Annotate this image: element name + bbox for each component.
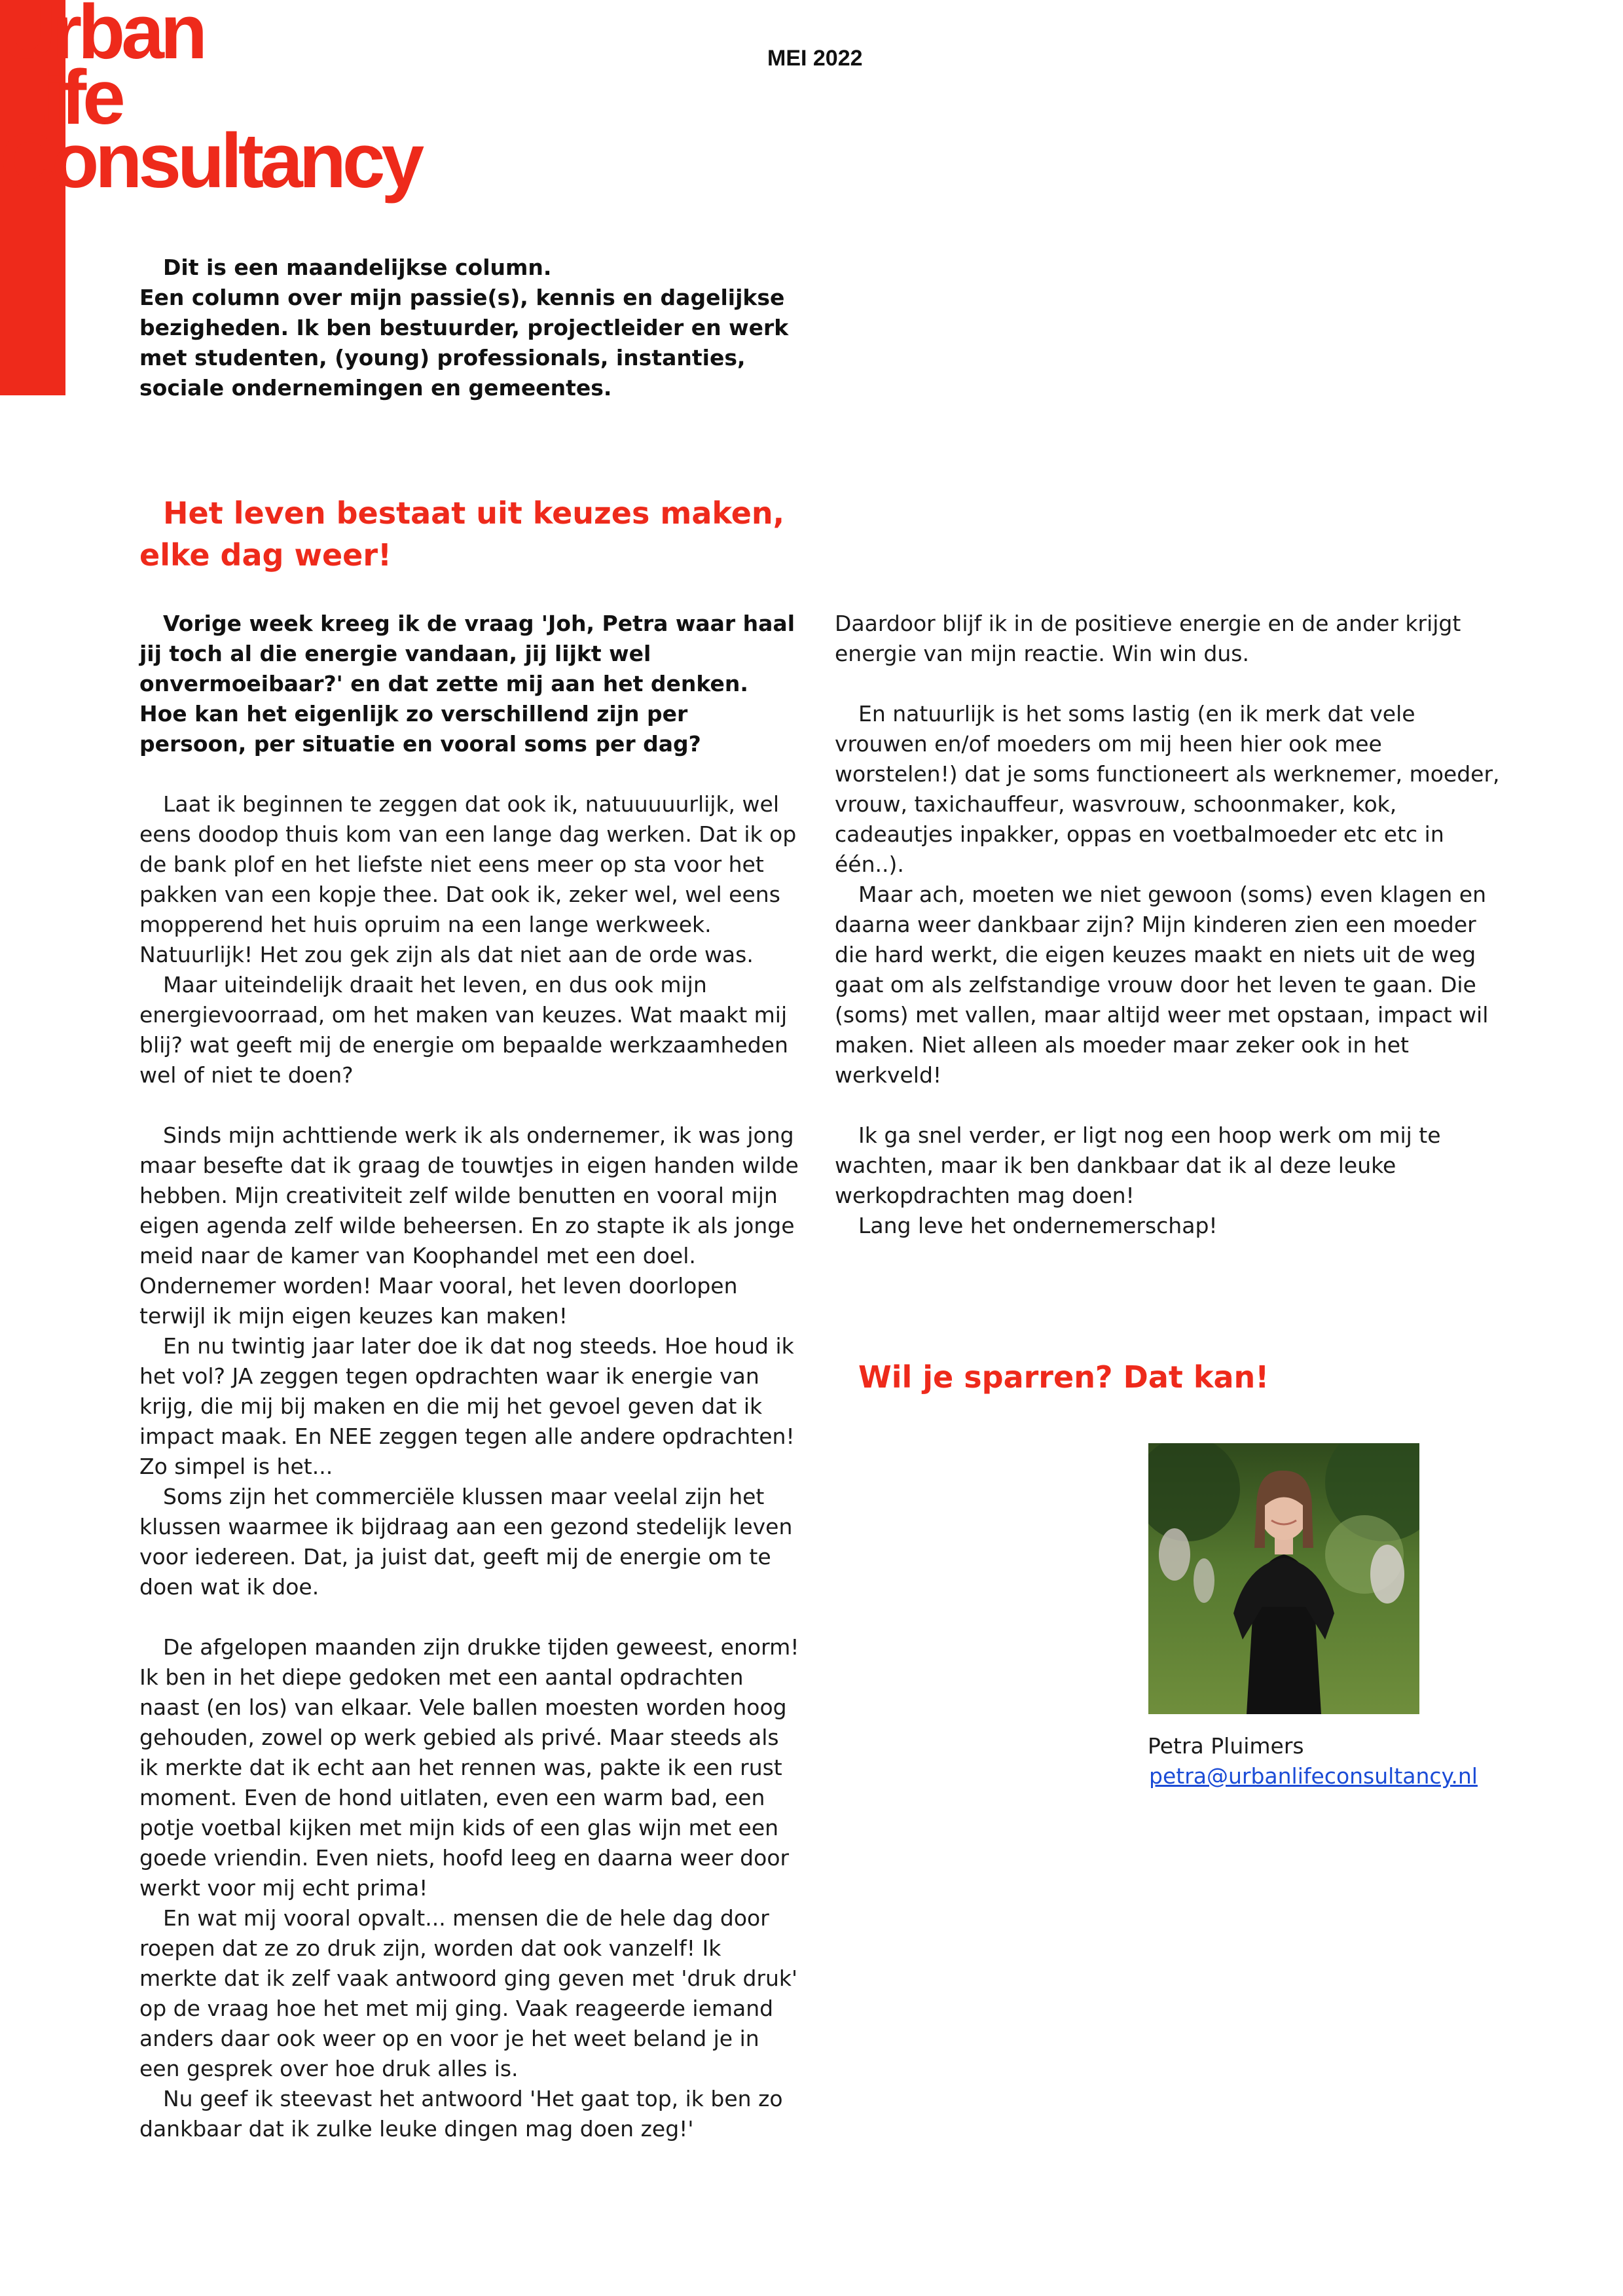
logo-line-urban: Urban [0, 0, 204, 75]
headline-line-1: Het leven bestaat uit keuzes maken, [163, 495, 785, 531]
author-signature [1148, 1731, 1478, 1791]
logo-line-life: Life [0, 54, 122, 141]
issue-date: MEI 2022 [767, 46, 863, 71]
paragraph: Soms zijn het commerciële klussen maar veelal zijn het klussen waarmee ik bijdraag aan een gezond stedelijk leven voor iedereen. Dat, ja juist dat, geeft mij de energie om te doen wat ik doe. [139, 1484, 793, 1600]
intro-line-1: Dit is een maandelijkse column. [163, 255, 552, 280]
paragraph: Maar uiteindelijk draait het leven, en dus ook mijn energievoorraad, om het maken van keuzes. Wat maakt mij blij? wat geeft mij de energie om bepaalde werkzaamheden wel of niet te doen? [139, 972, 788, 1088]
paragraph: Sinds mijn achttiende werk ik als ondernemer, ik was jong maar besefte dat ik graag de touwtjes in eigen handen wilde hebben. Mijn creativiteit zelf wilde benutten en vooral mijn eigen agenda zelf wilde beheersen. En zo stapte ik als jonge meid naar de kamer van Koophandel met een doel. Ondernemer worden! Maar vooral, het leven doorlopen terwijl ik mijn eigen keuzes kan maken! [139, 1122, 799, 1329]
article-headline [139, 492, 794, 576]
author-name: Petra Pluimers [1148, 1733, 1304, 1759]
paragraph: Daardoor blijf ik in de positieve energie en de ander krijgt energie van mijn reactie. Win win dus. [835, 611, 1461, 666]
brand-logo [0, 0, 589, 216]
paragraph: Maar ach, moeten we niet gewoon (soms) even klagen en daarna weer dankbaar zijn? Mijn kinderen zien een moeder die hard werkt, die eigen keuzes maakt en niets uit de weg gaat om als zelfstandige vrouw door het leven te gaan. Die (soms) met vallen, maar altijd weer met opstaan, impact wil maken. Niet alleen als moeder maar zeker ook in het werkveld! [835, 882, 1489, 1088]
author-photo-illustration [1148, 1443, 1419, 1714]
logo-line-consultancy: Consultancy [0, 118, 421, 204]
contact-headline: Wil je sparren? Dat kan! [858, 1359, 1269, 1395]
author-photo [1148, 1443, 1419, 1714]
intro-text [139, 253, 820, 403]
lead-paragraph: Vorige week kreeg ik de vraag 'Joh, Petra waar haal jij toch al die energie vandaan, jij lijkt wel onvermoeibaar?' en dat zette mij aan het denken. Hoe kan het eigenlijk zo verschillend zijn per persoon, per situatie en vooral soms per dag? [139, 611, 795, 757]
paragraph: En wat mij vooral opvalt... mensen die de hele dag door roepen dat ze zo druk zijn, worden dat ook vanzelf! Ik merkte dat ik zelf vaak antwoord ging geven met 'druk druk' op de vraag hoe het met mij ging. Vaak reageerde iemand anders daar ook weer op en voor je het weet beland je in een gesprek over hoe druk alles is. [139, 1905, 798, 2081]
paragraph: Ik ga snel verder, er ligt nog een hoop werk om mij te wachten, maar ik ben dankbaar dat ik al deze leuke werkopdrachten mag doen! [835, 1122, 1441, 1208]
paragraph: De afgelopen maanden zijn drukke tijden geweest, enorm! Ik ben in het diepe gedoken met een aantal opdrachten naast (en los) van elkaar. Vele ballen moesten worden hoog gehouden, zowel op werk gebied als privé. Maar steeds als ik merkte dat ik echt aan het rennen was, pakte ik een rust moment. Even de hond uitlaten, even een warm bad, een potje voetbal kijken met mijn kids of een glas wijn met een goede vriendin. Even niets, hoofd leeg en daarna weer door werkt voor mij echt prima! [139, 1634, 799, 1901]
paragraph: Laat ik beginnen te zeggen dat ook ik, natuuuuurlijk, wel eens doodop thuis kom van een lange dag werken. Dat ik op de bank plof en het liefste niet eens meer op sta voor het pakken van een kopje thee. Dat ook ik, zeker wel, wel eens mopperend het huis opruim na een lange werkweek. Natuurlijk! Het zou gek zijn als dat niet aan de orde was. [139, 791, 797, 967]
article-right-column [835, 609, 1509, 1241]
paragraph: Lang leve het ondernemerschap! [858, 1213, 1218, 1238]
article-left-column [139, 609, 801, 2144]
paragraph: En natuurlijk is het soms lastig (en ik merk dat vele vrouwen en/of moeders om mij heen hier ook mee worstelen!) dat je soms functioneert als werknemer, moeder, vrouw, taxichauffeur, wasvrouw, schoonmaker, kok, cadeautjes inpakker, oppas en voetbalmoeder etc etc in één..). [835, 701, 1500, 877]
paragraph: En nu twintig jaar later doe ik dat nog steeds. Hoe houd ik het vol? JA zeggen tegen opdrachten waar ik energie van krijg, die mij bij maken en die mij het gevoel geven dat ik impact maak. En NEE zeggen tegen alle andere opdrachten! Zo simpel is het... [139, 1333, 795, 1479]
author-email-link[interactable]: petra@urbanlifeconsultancy.nl [1149, 1763, 1478, 1789]
intro-line-2: Een column over mijn passie(s), kennis en dagelijkse bezigheden. Ik ben bestuurder, projectleider en werk met studenten, (young) professionals, instanties, sociale ondernemingen en gemeentes. [139, 285, 789, 401]
headline-line-2: elke dag weer! [139, 537, 392, 573]
paragraph: Nu geef ik steevast het antwoord 'Het gaat top, ik ben zo dankbaar dat ik zulke leuke dingen mag doen zeg!' [139, 2086, 783, 2142]
